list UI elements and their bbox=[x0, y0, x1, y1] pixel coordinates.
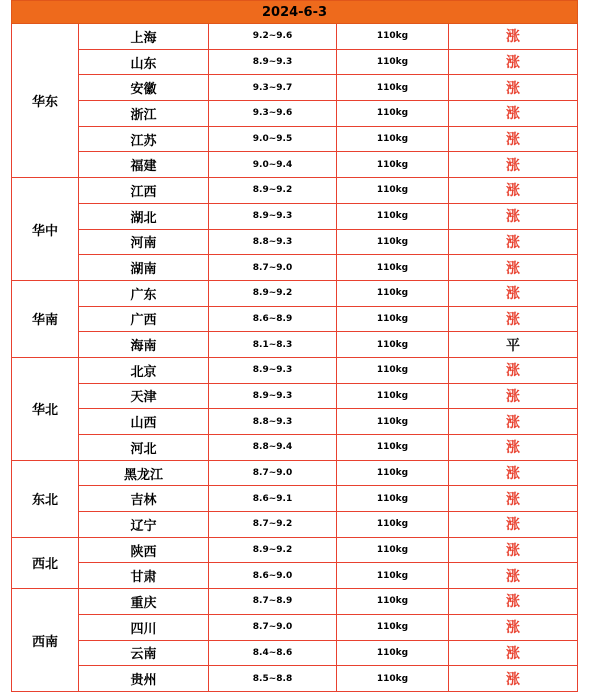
table-row bbox=[12, 280, 578, 306]
table-row bbox=[12, 614, 578, 640]
province-cell: 广西 bbox=[79, 306, 209, 332]
table-row bbox=[12, 589, 578, 615]
table-row bbox=[12, 332, 578, 358]
price-range-cell: 8.6~8.9 bbox=[209, 306, 337, 332]
province-cell: 甘肃 bbox=[79, 563, 209, 589]
table-header-row bbox=[12, 1, 578, 24]
region-cell: 华中 bbox=[12, 178, 79, 281]
province-cell: 湖南 bbox=[79, 255, 209, 281]
trend-cell: 涨 bbox=[449, 383, 578, 409]
price-table-container bbox=[11, 0, 577, 692]
province-cell: 贵州 bbox=[79, 666, 209, 692]
trend-cell: 平 bbox=[449, 332, 578, 358]
weight-cell: 110kg bbox=[337, 460, 449, 486]
price-range-cell: 9.0~9.5 bbox=[209, 126, 337, 152]
weight-cell: 110kg bbox=[337, 357, 449, 383]
table-row bbox=[12, 24, 578, 50]
trend-cell: 涨 bbox=[449, 152, 578, 178]
province-cell: 河北 bbox=[79, 435, 209, 461]
weight-cell: 110kg bbox=[337, 383, 449, 409]
trend-cell: 涨 bbox=[449, 640, 578, 666]
weight-cell: 110kg bbox=[337, 563, 449, 589]
weight-cell: 110kg bbox=[337, 203, 449, 229]
table-row bbox=[12, 435, 578, 461]
province-cell: 云南 bbox=[79, 640, 209, 666]
province-cell: 陕西 bbox=[79, 537, 209, 563]
table-row bbox=[12, 75, 578, 101]
weight-cell: 110kg bbox=[337, 435, 449, 461]
weight-cell: 110kg bbox=[337, 512, 449, 538]
price-range-cell: 9.3~9.7 bbox=[209, 75, 337, 101]
price-range-cell: 8.8~9.4 bbox=[209, 435, 337, 461]
price-range-cell: 8.7~9.0 bbox=[209, 255, 337, 281]
table-row bbox=[12, 357, 578, 383]
table-row bbox=[12, 460, 578, 486]
province-cell: 湖北 bbox=[79, 203, 209, 229]
table-body bbox=[12, 1, 578, 692]
table-row bbox=[12, 512, 578, 538]
table-row bbox=[12, 229, 578, 255]
table-row bbox=[12, 537, 578, 563]
province-cell: 天津 bbox=[79, 383, 209, 409]
trend-cell: 涨 bbox=[449, 563, 578, 589]
trend-cell: 涨 bbox=[449, 24, 578, 50]
table-row bbox=[12, 666, 578, 692]
price-range-cell: 8.9~9.3 bbox=[209, 49, 337, 75]
trend-cell: 涨 bbox=[449, 178, 578, 204]
region-cell: 西南 bbox=[12, 589, 79, 692]
weight-cell: 110kg bbox=[337, 666, 449, 692]
price-range-cell: 8.9~9.3 bbox=[209, 357, 337, 383]
trend-cell: 涨 bbox=[449, 666, 578, 692]
weight-cell: 110kg bbox=[337, 101, 449, 127]
price-range-cell: 8.8~9.3 bbox=[209, 229, 337, 255]
price-range-cell: 8.1~8.3 bbox=[209, 332, 337, 358]
hog-price-table bbox=[11, 0, 578, 692]
region-cell: 西北 bbox=[12, 537, 79, 588]
trend-cell: 涨 bbox=[449, 435, 578, 461]
weight-cell: 110kg bbox=[337, 229, 449, 255]
trend-cell: 涨 bbox=[449, 280, 578, 306]
price-range-cell: 8.7~9.0 bbox=[209, 614, 337, 640]
trend-cell: 涨 bbox=[449, 409, 578, 435]
price-range-cell: 8.7~8.9 bbox=[209, 589, 337, 615]
price-range-cell: 8.7~9.2 bbox=[209, 512, 337, 538]
price-range-cell: 8.6~9.1 bbox=[209, 486, 337, 512]
table-row bbox=[12, 486, 578, 512]
trend-cell: 涨 bbox=[449, 126, 578, 152]
trend-cell: 涨 bbox=[449, 486, 578, 512]
province-cell: 黑龙江 bbox=[79, 460, 209, 486]
price-range-cell: 8.9~9.2 bbox=[209, 178, 337, 204]
province-cell: 吉林 bbox=[79, 486, 209, 512]
price-range-cell: 9.2~9.6 bbox=[209, 24, 337, 50]
weight-cell: 110kg bbox=[337, 409, 449, 435]
weight-cell: 110kg bbox=[337, 306, 449, 332]
trend-cell: 涨 bbox=[449, 512, 578, 538]
table-row bbox=[12, 178, 578, 204]
province-cell: 浙江 bbox=[79, 101, 209, 127]
weight-cell: 110kg bbox=[337, 537, 449, 563]
province-cell: 辽宁 bbox=[79, 512, 209, 538]
province-cell: 福建 bbox=[79, 152, 209, 178]
price-range-cell: 8.9~9.3 bbox=[209, 383, 337, 409]
province-cell: 江西 bbox=[79, 178, 209, 204]
region-cell: 华北 bbox=[12, 357, 79, 460]
price-range-cell: 9.3~9.6 bbox=[209, 101, 337, 127]
weight-cell: 110kg bbox=[337, 486, 449, 512]
table-row bbox=[12, 101, 578, 127]
table-row bbox=[12, 383, 578, 409]
trend-cell: 涨 bbox=[449, 589, 578, 615]
table-row bbox=[12, 49, 578, 75]
weight-cell: 110kg bbox=[337, 152, 449, 178]
trend-cell: 涨 bbox=[449, 101, 578, 127]
trend-cell: 涨 bbox=[449, 203, 578, 229]
trend-cell: 涨 bbox=[449, 460, 578, 486]
weight-cell: 110kg bbox=[337, 589, 449, 615]
price-range-cell: 8.9~9.2 bbox=[209, 280, 337, 306]
trend-cell: 涨 bbox=[449, 537, 578, 563]
price-range-cell: 9.0~9.4 bbox=[209, 152, 337, 178]
table-row bbox=[12, 306, 578, 332]
table-row bbox=[12, 203, 578, 229]
price-range-cell: 8.5~8.8 bbox=[209, 666, 337, 692]
province-cell: 四川 bbox=[79, 614, 209, 640]
price-range-cell: 8.7~9.0 bbox=[209, 460, 337, 486]
province-cell: 安徽 bbox=[79, 75, 209, 101]
weight-cell: 110kg bbox=[337, 280, 449, 306]
table-row bbox=[12, 152, 578, 178]
table-row bbox=[12, 126, 578, 152]
table-row bbox=[12, 563, 578, 589]
date-header: 2024-6-3 bbox=[12, 1, 578, 24]
table-row bbox=[12, 255, 578, 281]
province-cell: 北京 bbox=[79, 357, 209, 383]
province-cell: 重庆 bbox=[79, 589, 209, 615]
province-cell: 上海 bbox=[79, 24, 209, 50]
trend-cell: 涨 bbox=[449, 75, 578, 101]
weight-cell: 110kg bbox=[337, 24, 449, 50]
weight-cell: 110kg bbox=[337, 178, 449, 204]
weight-cell: 110kg bbox=[337, 49, 449, 75]
trend-cell: 涨 bbox=[449, 49, 578, 75]
weight-cell: 110kg bbox=[337, 255, 449, 281]
weight-cell: 110kg bbox=[337, 614, 449, 640]
trend-cell: 涨 bbox=[449, 306, 578, 332]
price-range-cell: 8.6~9.0 bbox=[209, 563, 337, 589]
province-cell: 海南 bbox=[79, 332, 209, 358]
weight-cell: 110kg bbox=[337, 640, 449, 666]
weight-cell: 110kg bbox=[337, 332, 449, 358]
province-cell: 山西 bbox=[79, 409, 209, 435]
trend-cell: 涨 bbox=[449, 255, 578, 281]
price-range-cell: 8.9~9.3 bbox=[209, 203, 337, 229]
trend-cell: 涨 bbox=[449, 357, 578, 383]
province-cell: 广东 bbox=[79, 280, 209, 306]
trend-cell: 涨 bbox=[449, 614, 578, 640]
trend-cell: 涨 bbox=[449, 229, 578, 255]
price-range-cell: 8.4~8.6 bbox=[209, 640, 337, 666]
price-range-cell: 8.9~9.2 bbox=[209, 537, 337, 563]
weight-cell: 110kg bbox=[337, 75, 449, 101]
price-range-cell: 8.8~9.3 bbox=[209, 409, 337, 435]
region-cell: 华南 bbox=[12, 280, 79, 357]
table-row bbox=[12, 409, 578, 435]
weight-cell: 110kg bbox=[337, 126, 449, 152]
region-cell: 东北 bbox=[12, 460, 79, 537]
region-cell: 华东 bbox=[12, 24, 79, 178]
province-cell: 江苏 bbox=[79, 126, 209, 152]
province-cell: 山东 bbox=[79, 49, 209, 75]
province-cell: 河南 bbox=[79, 229, 209, 255]
table-row bbox=[12, 640, 578, 666]
